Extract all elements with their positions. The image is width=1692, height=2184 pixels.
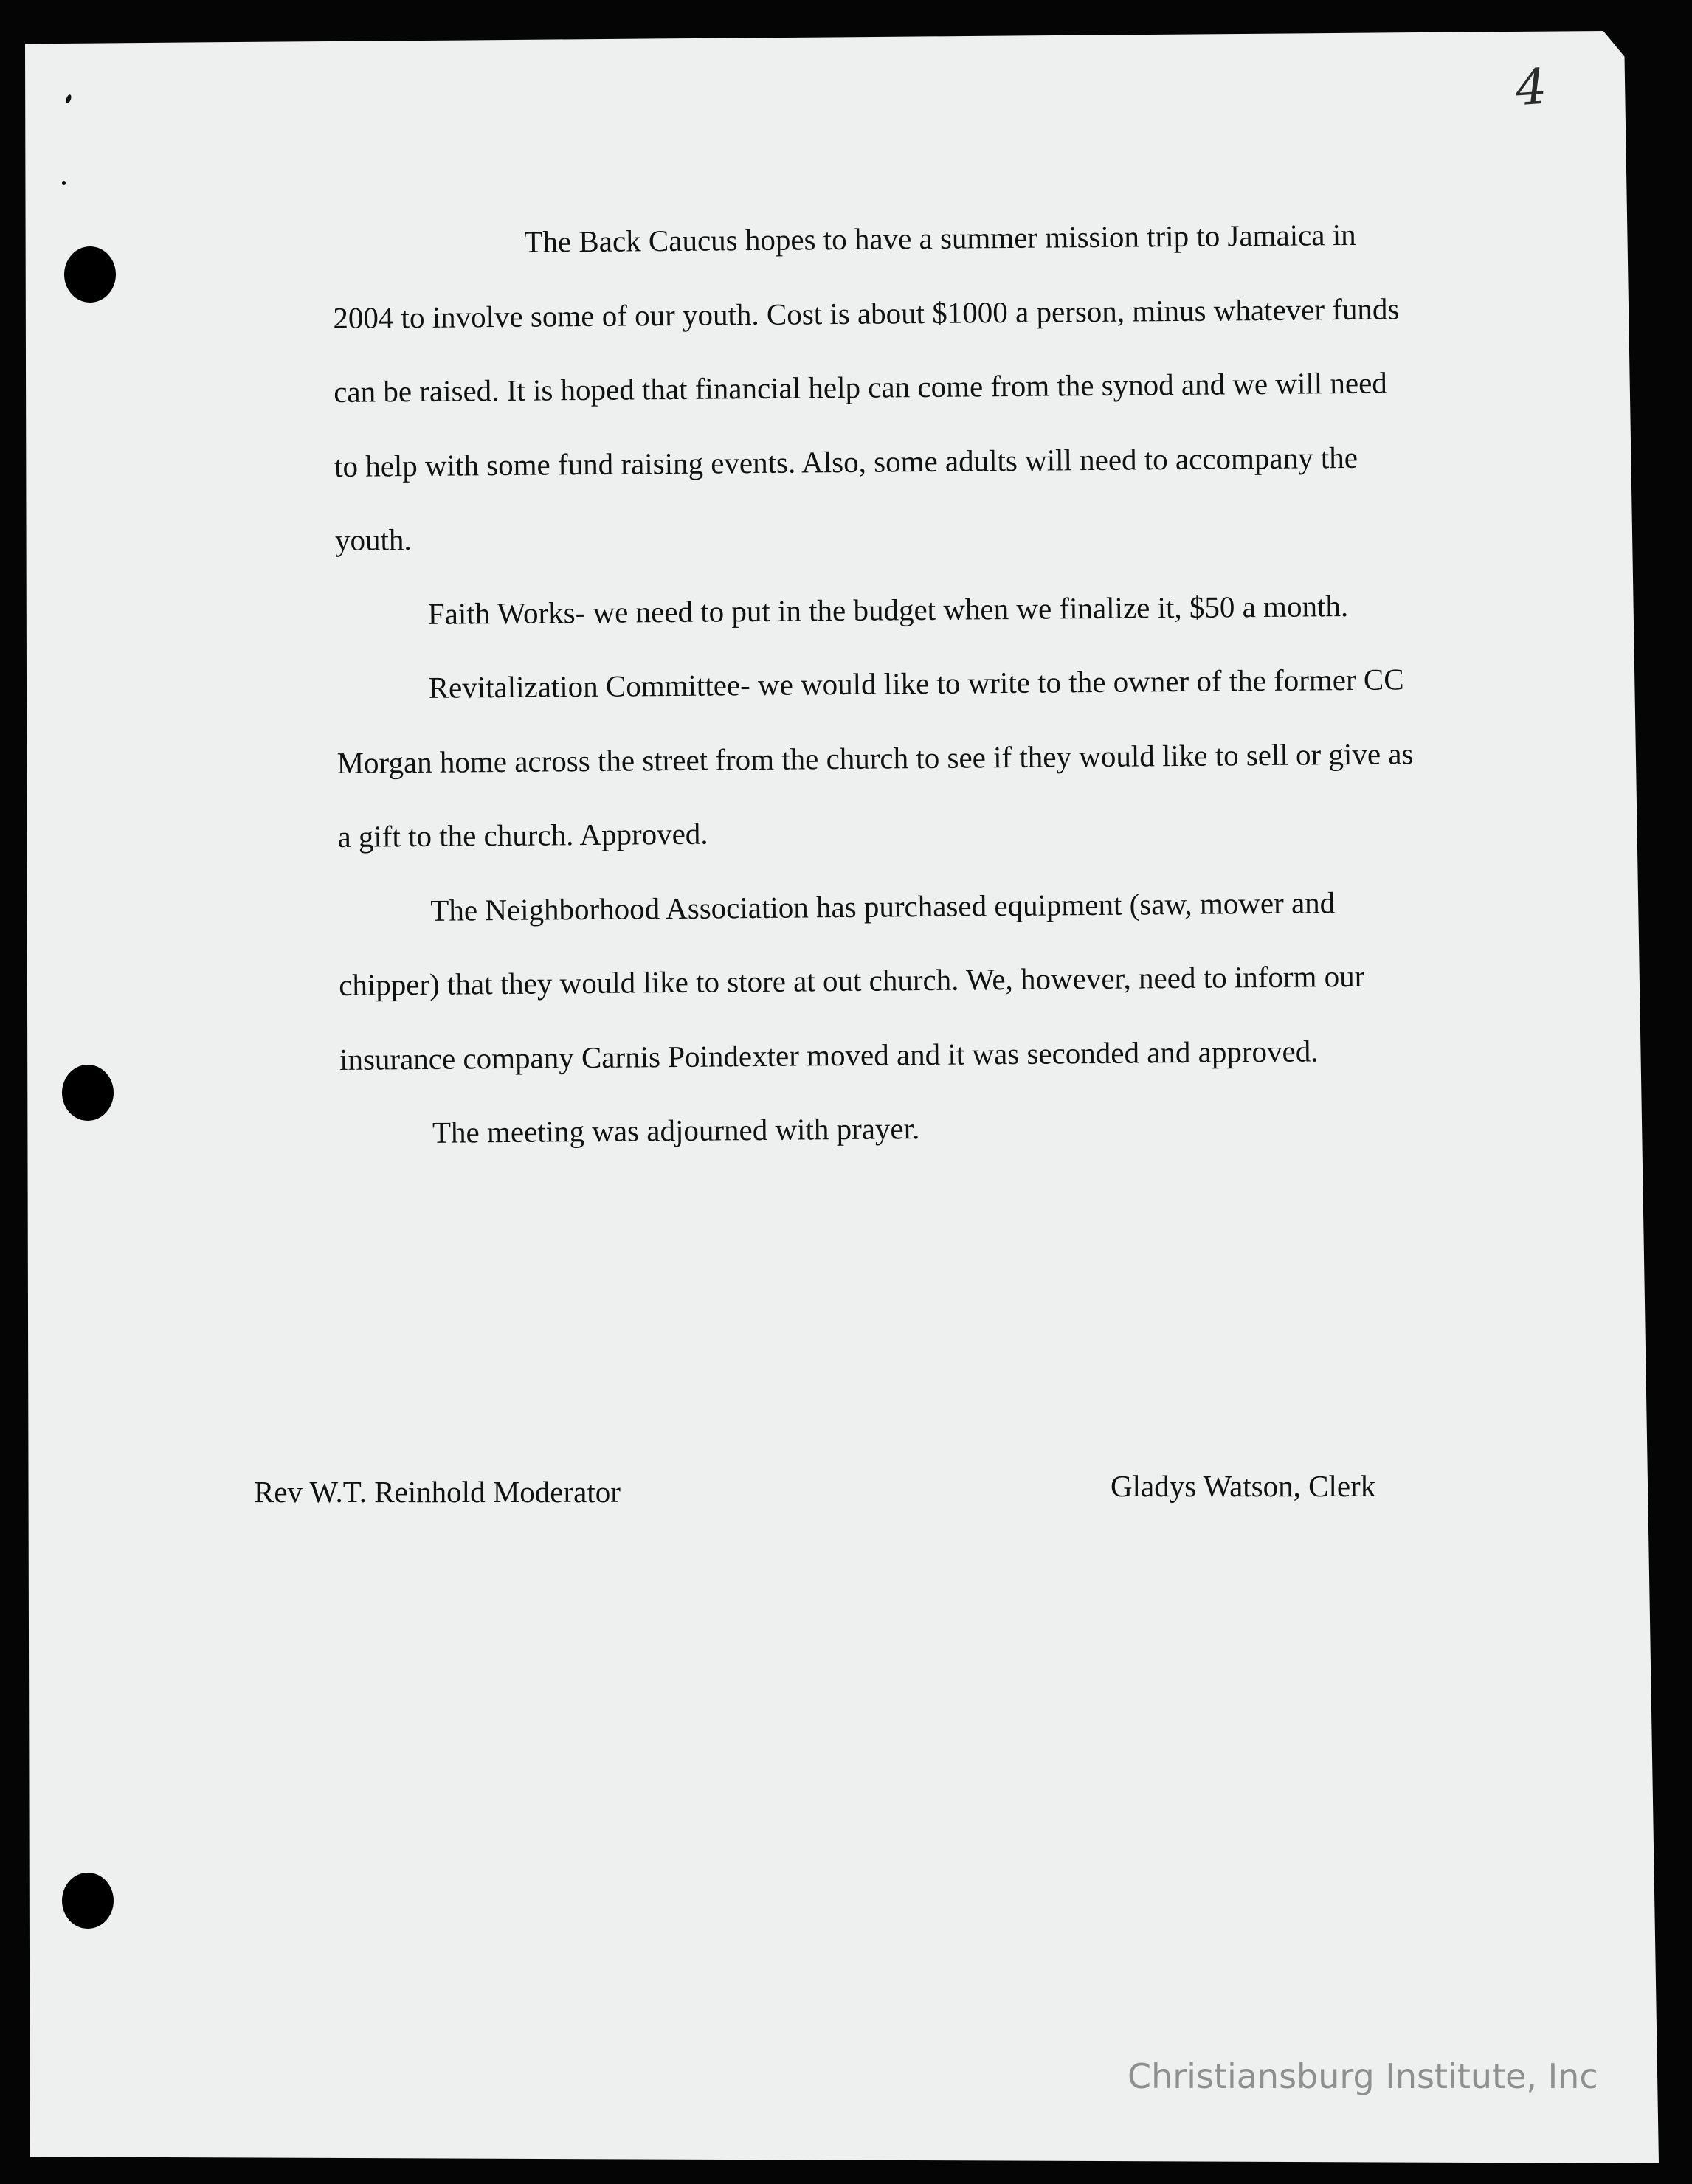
paragraph-revitalization: Revitalization Committee- we would like to write to the owner of the former CC Morgan home across the street from the church to see if they would like to sell or give as a gift to the church. Approved. xyxy=(336,662,1414,854)
ink-speck xyxy=(62,181,66,185)
minutes-body xyxy=(332,197,1418,1170)
archive-watermark: Christiansburg Institute, Inc xyxy=(1128,2056,1598,2096)
paragraph-neighborhood-association: The Neighborhood Association has purchased equipment (saw, mower and chipper) that they would like to store at out church. We, however, need to inform our insurance company Carnis Poindexter moved and it was seconded and approved. xyxy=(339,885,1365,1077)
handwritten-page-number: 4 xyxy=(1513,58,1549,117)
paragraph-mission-trip: The Back Caucus hopes to have a summer mission trip to Jamaica in 2004 to involve some of our youth. Cost is about $1000 a person, minus whatever funds can be raised. It is hoped that financial help can come from the synod and we will need to help with some fund raising events. Also, some adults will need to accompany the youth. xyxy=(333,217,1400,557)
clerk-signature-line: Gladys Watson, Clerk xyxy=(1111,1469,1376,1503)
binder-hole-middle xyxy=(62,1065,114,1121)
binder-hole-top xyxy=(64,246,116,303)
paragraph-faith-works: Faith Works- we need to put in the budget when we finalize it, $50 a month. xyxy=(427,588,1349,631)
binder-hole-bottom xyxy=(62,1873,114,1929)
moderator-signature-line: Rev W.T. Reinhold Moderator xyxy=(254,1475,621,1509)
paragraph-adjournment: The meeting was adjourned with prayer. xyxy=(432,1111,920,1150)
